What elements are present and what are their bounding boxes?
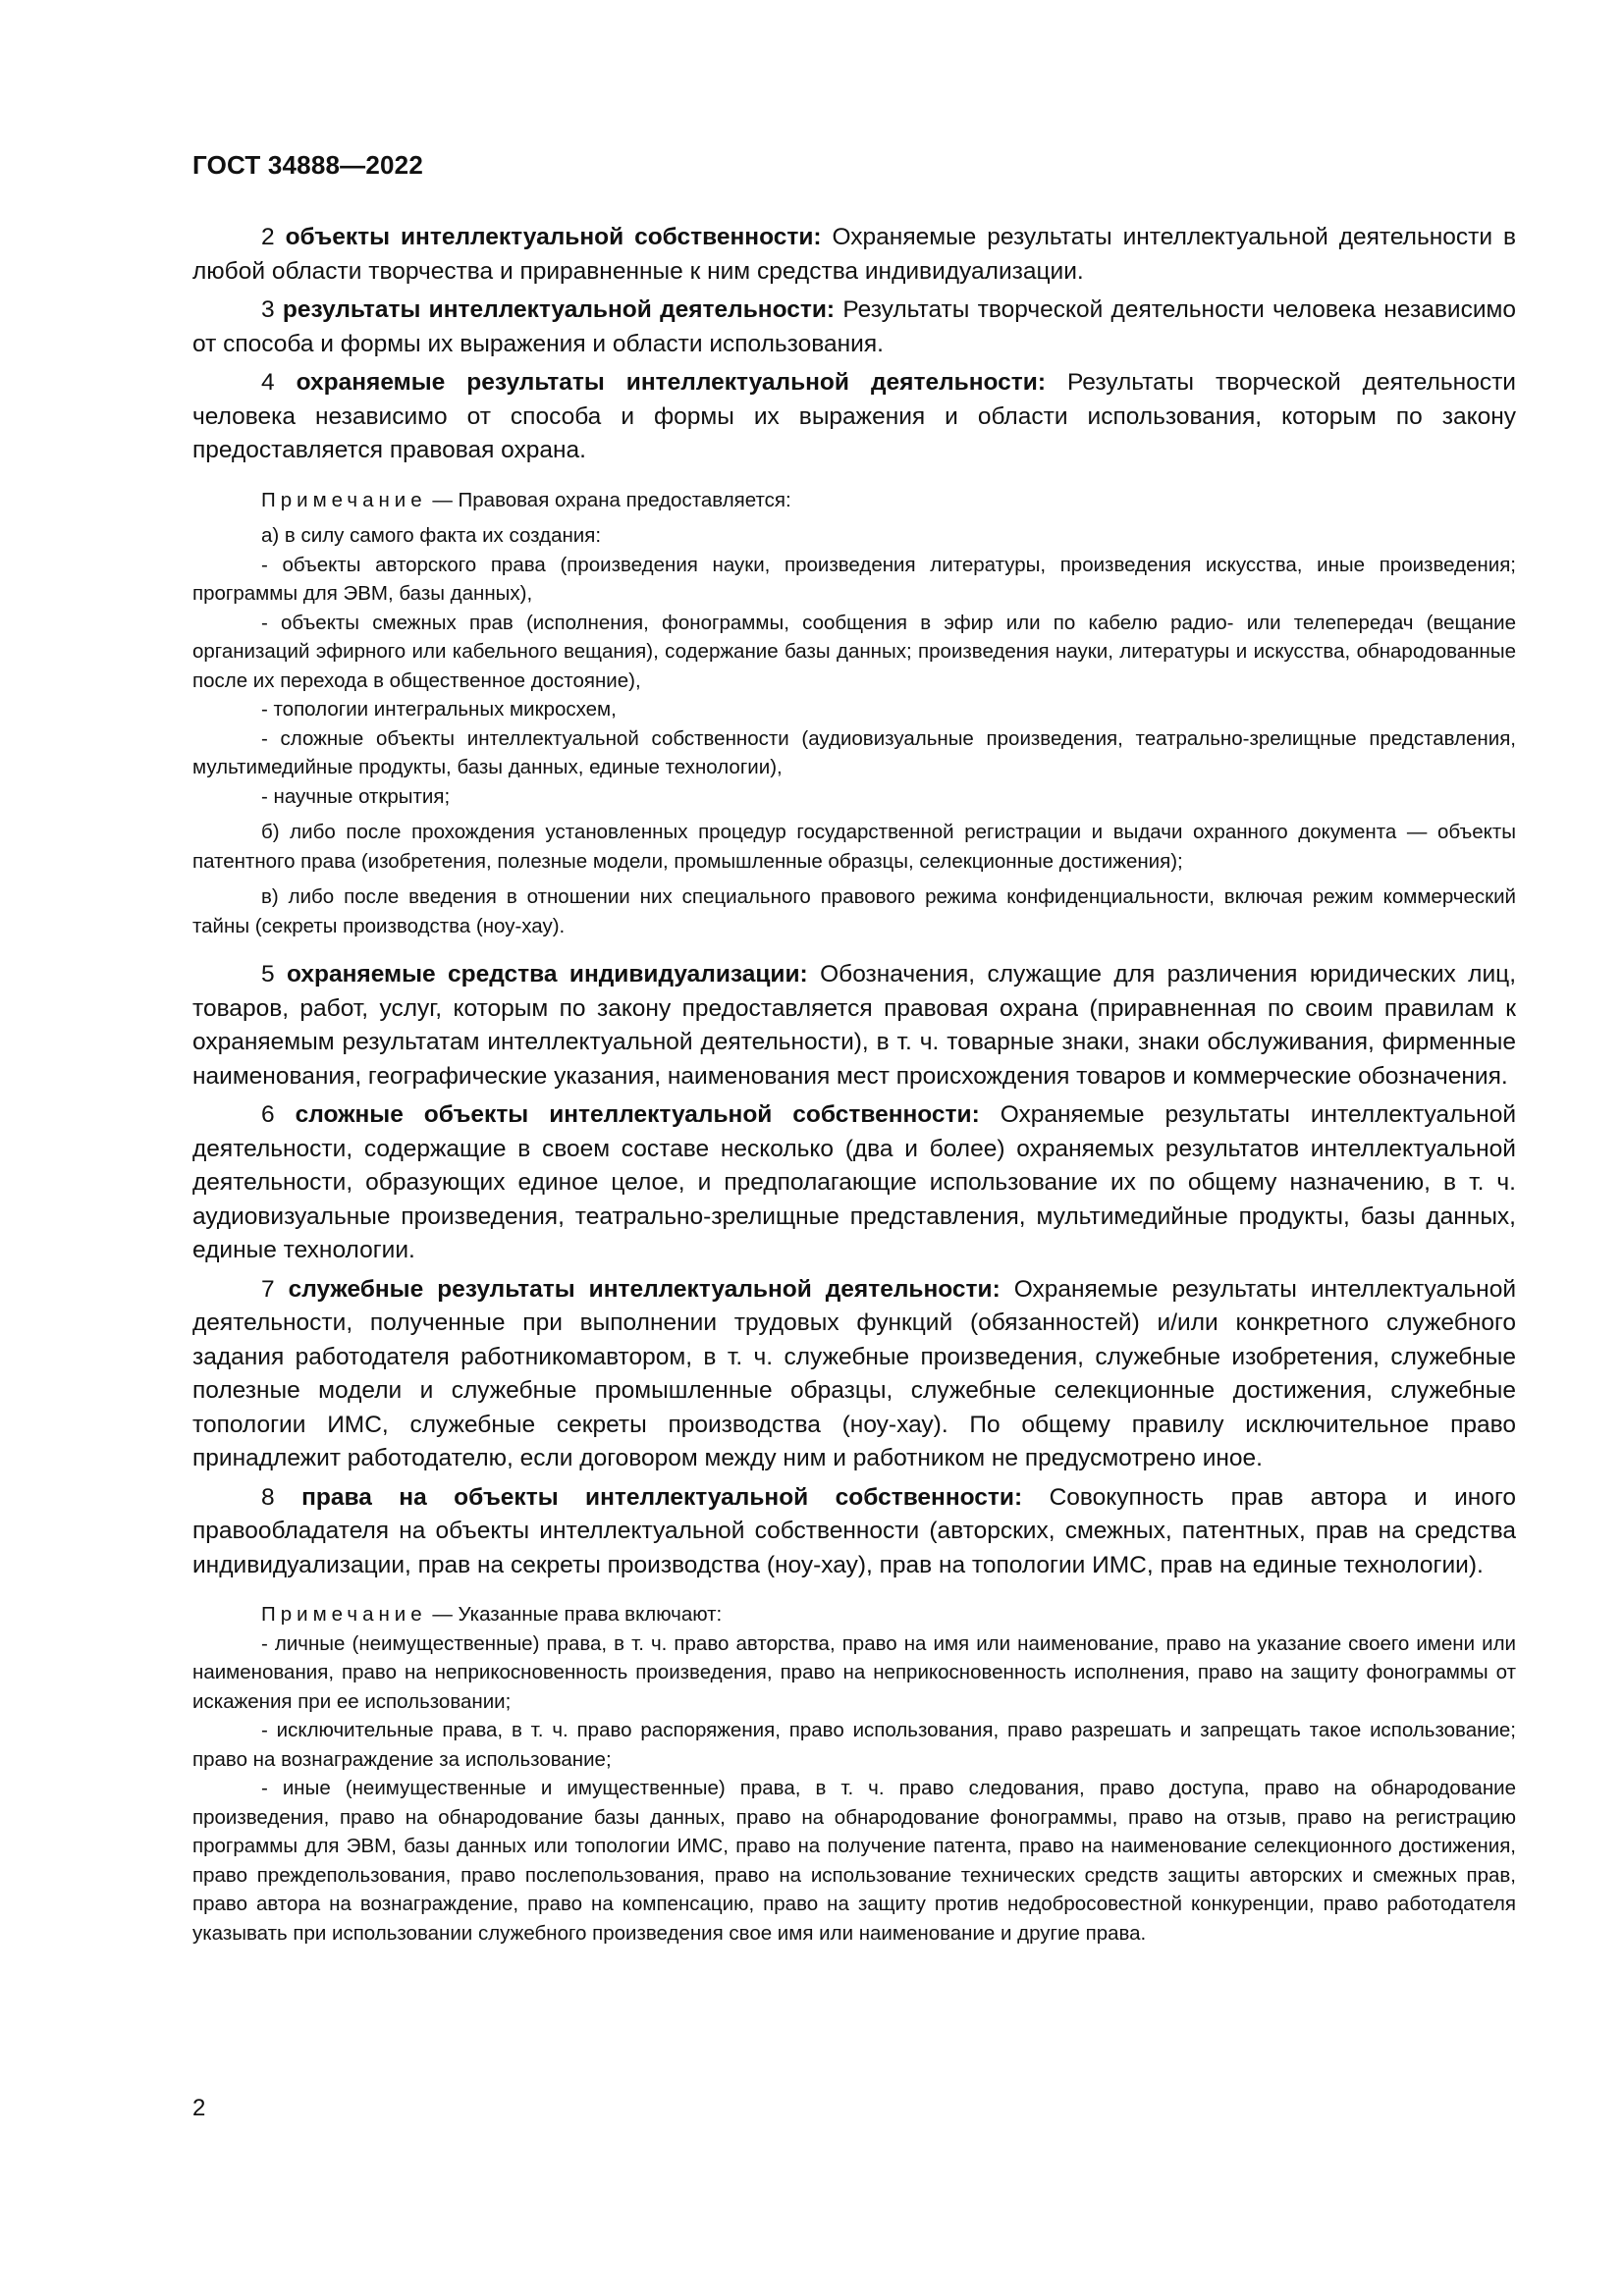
note-label: Примечание — [261, 1603, 427, 1626]
document-body — [192, 221, 1516, 1965]
term-title: охраняемые средства индивидуализации: — [287, 961, 808, 988]
term-definition: Совокупность прав автора и иного правообладателя на объекты интеллектуальной собственности (авторских, смежных, патентных, прав на средства индивидуализации, прав на секреты производства (ноу-хау), прав на топологии ИМС, прав на единые технологии). — [192, 1483, 1516, 1578]
note-item: - научные открытия; — [261, 784, 451, 808]
note-item: в) либо после введения в отношении них специального правового режима конфиденциальности, включая режим коммерческий тайны (секреты производства (ноу-хау). — [192, 885, 1516, 937]
note-block — [192, 486, 1516, 941]
term-entry — [192, 221, 1516, 289]
note-lead-text: — Правовая охрана предоставляется: — [426, 488, 791, 511]
note-lead — [192, 1600, 1516, 1629]
note-item: - сложные объекты интеллектуальной собственности (аудиовизуальные произведения, театрально-зрелищные представления, мультимедийные продукты, базы данных, единые технологии), — [192, 726, 1516, 778]
term-title: результаты интеллектуальной деятельности: — [282, 296, 836, 323]
term-entry — [192, 958, 1516, 1094]
document-header: ГОСТ 34888—2022 — [192, 150, 423, 180]
note-item: - исключительные права, в т. ч. право распоряжения, право использования, право разрешать и запрещать такое использование; право на вознаграждение за использование; — [192, 1719, 1516, 1771]
term-entry — [192, 1273, 1516, 1476]
note-block — [192, 1600, 1516, 1948]
term-number: 2 — [261, 224, 275, 250]
term-number: 8 — [261, 1483, 275, 1511]
note-item: а) в силу самого факта их создания: — [261, 524, 602, 547]
term-definition: Результаты творческой деятельности человека независимо от способа и формы их выражения и области использования, которым по закону предоставляется правовая охрана. — [192, 369, 1516, 463]
term-entry — [192, 1098, 1516, 1268]
term-definition: Охраняемые результаты интеллектуальной деятельности, содержащие в своем составе несколько (два и более) охраняемых результатов интеллектуальной деятельности, образующих единое целое, и предполагающие использование их по общему назначению, в т. ч. аудиовизуальные произведения, театрально-зрелищные представления, мультимедийные продукты, базы данных, единые технологии. — [192, 1101, 1517, 1263]
note-item: - объекты авторского права (произведения науки, произведения литературы, произведения искусства, иные произведения; программы для ЭВМ, базы данных), — [192, 553, 1516, 605]
note-item: - объекты смежных прав (исполнения, фонограммы, сообщения в эфир или по кабелю радио- или телепередач (вещание организаций эфирного или кабельного вещания), содержание базы данных; произведения науки, литературы и искусства, обнародованные после их перехода в общественное достояние), — [192, 611, 1516, 692]
term-definition: Результаты творческой деятельности человека независимо от способа и формы их выражения и области использования. — [192, 296, 1516, 357]
term-number: 3 — [261, 296, 275, 323]
note-item: - топологии интегральных микросхем, — [261, 698, 617, 721]
term-title: охраняемые результаты интеллектуальной деятельности: — [296, 369, 1046, 396]
term-title: права на объекты интеллектуальной собственности: — [301, 1483, 1023, 1511]
term-number: 4 — [261, 369, 275, 396]
note-item: б) либо после прохождения установленных процедур государственной регистрации и выдачи охранного документа — объекты патентного права (изобретения, полезные модели, промышленные образцы, селекционные достижения); — [192, 821, 1516, 873]
note-lead — [192, 486, 1516, 515]
term-number: 7 — [261, 1275, 275, 1303]
term-definition: Охраняемые результаты интеллектуальной деятельности в любой области творчества и приравненные к ним средства индивидуализации. — [192, 224, 1517, 285]
term-entry — [192, 1481, 1516, 1583]
term-entry — [192, 294, 1516, 361]
note-label: Примечание — [261, 488, 427, 511]
term-title: служебные результаты интеллектуальной деятельности: — [288, 1275, 1001, 1303]
note-item: - личные (неимущественные) права, в т. ч. право авторства, право на имя или наименование, право на указание своего имени или наименования, право на неприкосновенность произведения, право на неприкосновенность исполнения, право на защиту фонограммы от искажения при ее использовании; — [192, 1631, 1516, 1713]
term-number: 5 — [261, 961, 275, 988]
term-title: сложные объекты интеллектуальной собственности: — [295, 1101, 980, 1128]
term-definition: Охраняемые результаты интеллектуальной деятельности, полученные при выполнении трудовых функций (обязанностей) и/или конкретного служебного задания работодателя работникомавтором, в т. ч. служебные произведения, служебные изобретения, служебные полезные модели и служебные промышленные образцы, служебные селекционные достижения, служебные топологии ИМС, служебные секреты производства (ноу-хау). По общему правилу исключительное право принадлежит работодателю, если договором между ним и работником не предусмотрено иное. — [192, 1275, 1517, 1471]
term-number: 6 — [261, 1101, 275, 1128]
note-lead-text: — Указанные права включают: — [426, 1603, 723, 1626]
term-title: объекты интеллектуальной собственности: — [285, 224, 822, 250]
term-definition: Обозначения, служащие для различения юридических лиц, товаров, работ, услуг, которым по закону предоставляется правовая охрана (приравненная по своим правилам к охраняемым результатам интеллектуальной деятельности), в т. ч. товарные знаки, знаки обслуживания, фирменные наименования, географические указания, наименования мест происхождения товаров и коммерческие обозначения. — [192, 961, 1517, 1090]
term-entry — [192, 366, 1516, 468]
page-number: 2 — [192, 2095, 206, 2121]
note-item: - иные (неимущественные и имущественные) права, в т. ч. право следования, право доступа, право на обнародование произведения, право на обнародование базы данных, право на обнародование фонограммы, право на отзыв, право на регистрацию программы для ЭВМ, базы данных или топологии ИМС, право на получение патента, право на наименование селекционного достижения, право преждепользования, право послепользования, право на использование технических средств защиты авторских и смежных прав, право автора на вознаграждение, право на компенсацию, право на защиту против недобросовестной конкуренции, право работодателя указывать при использовании служебного произведения свое имя или наименование и другие права. — [192, 1777, 1516, 1945]
